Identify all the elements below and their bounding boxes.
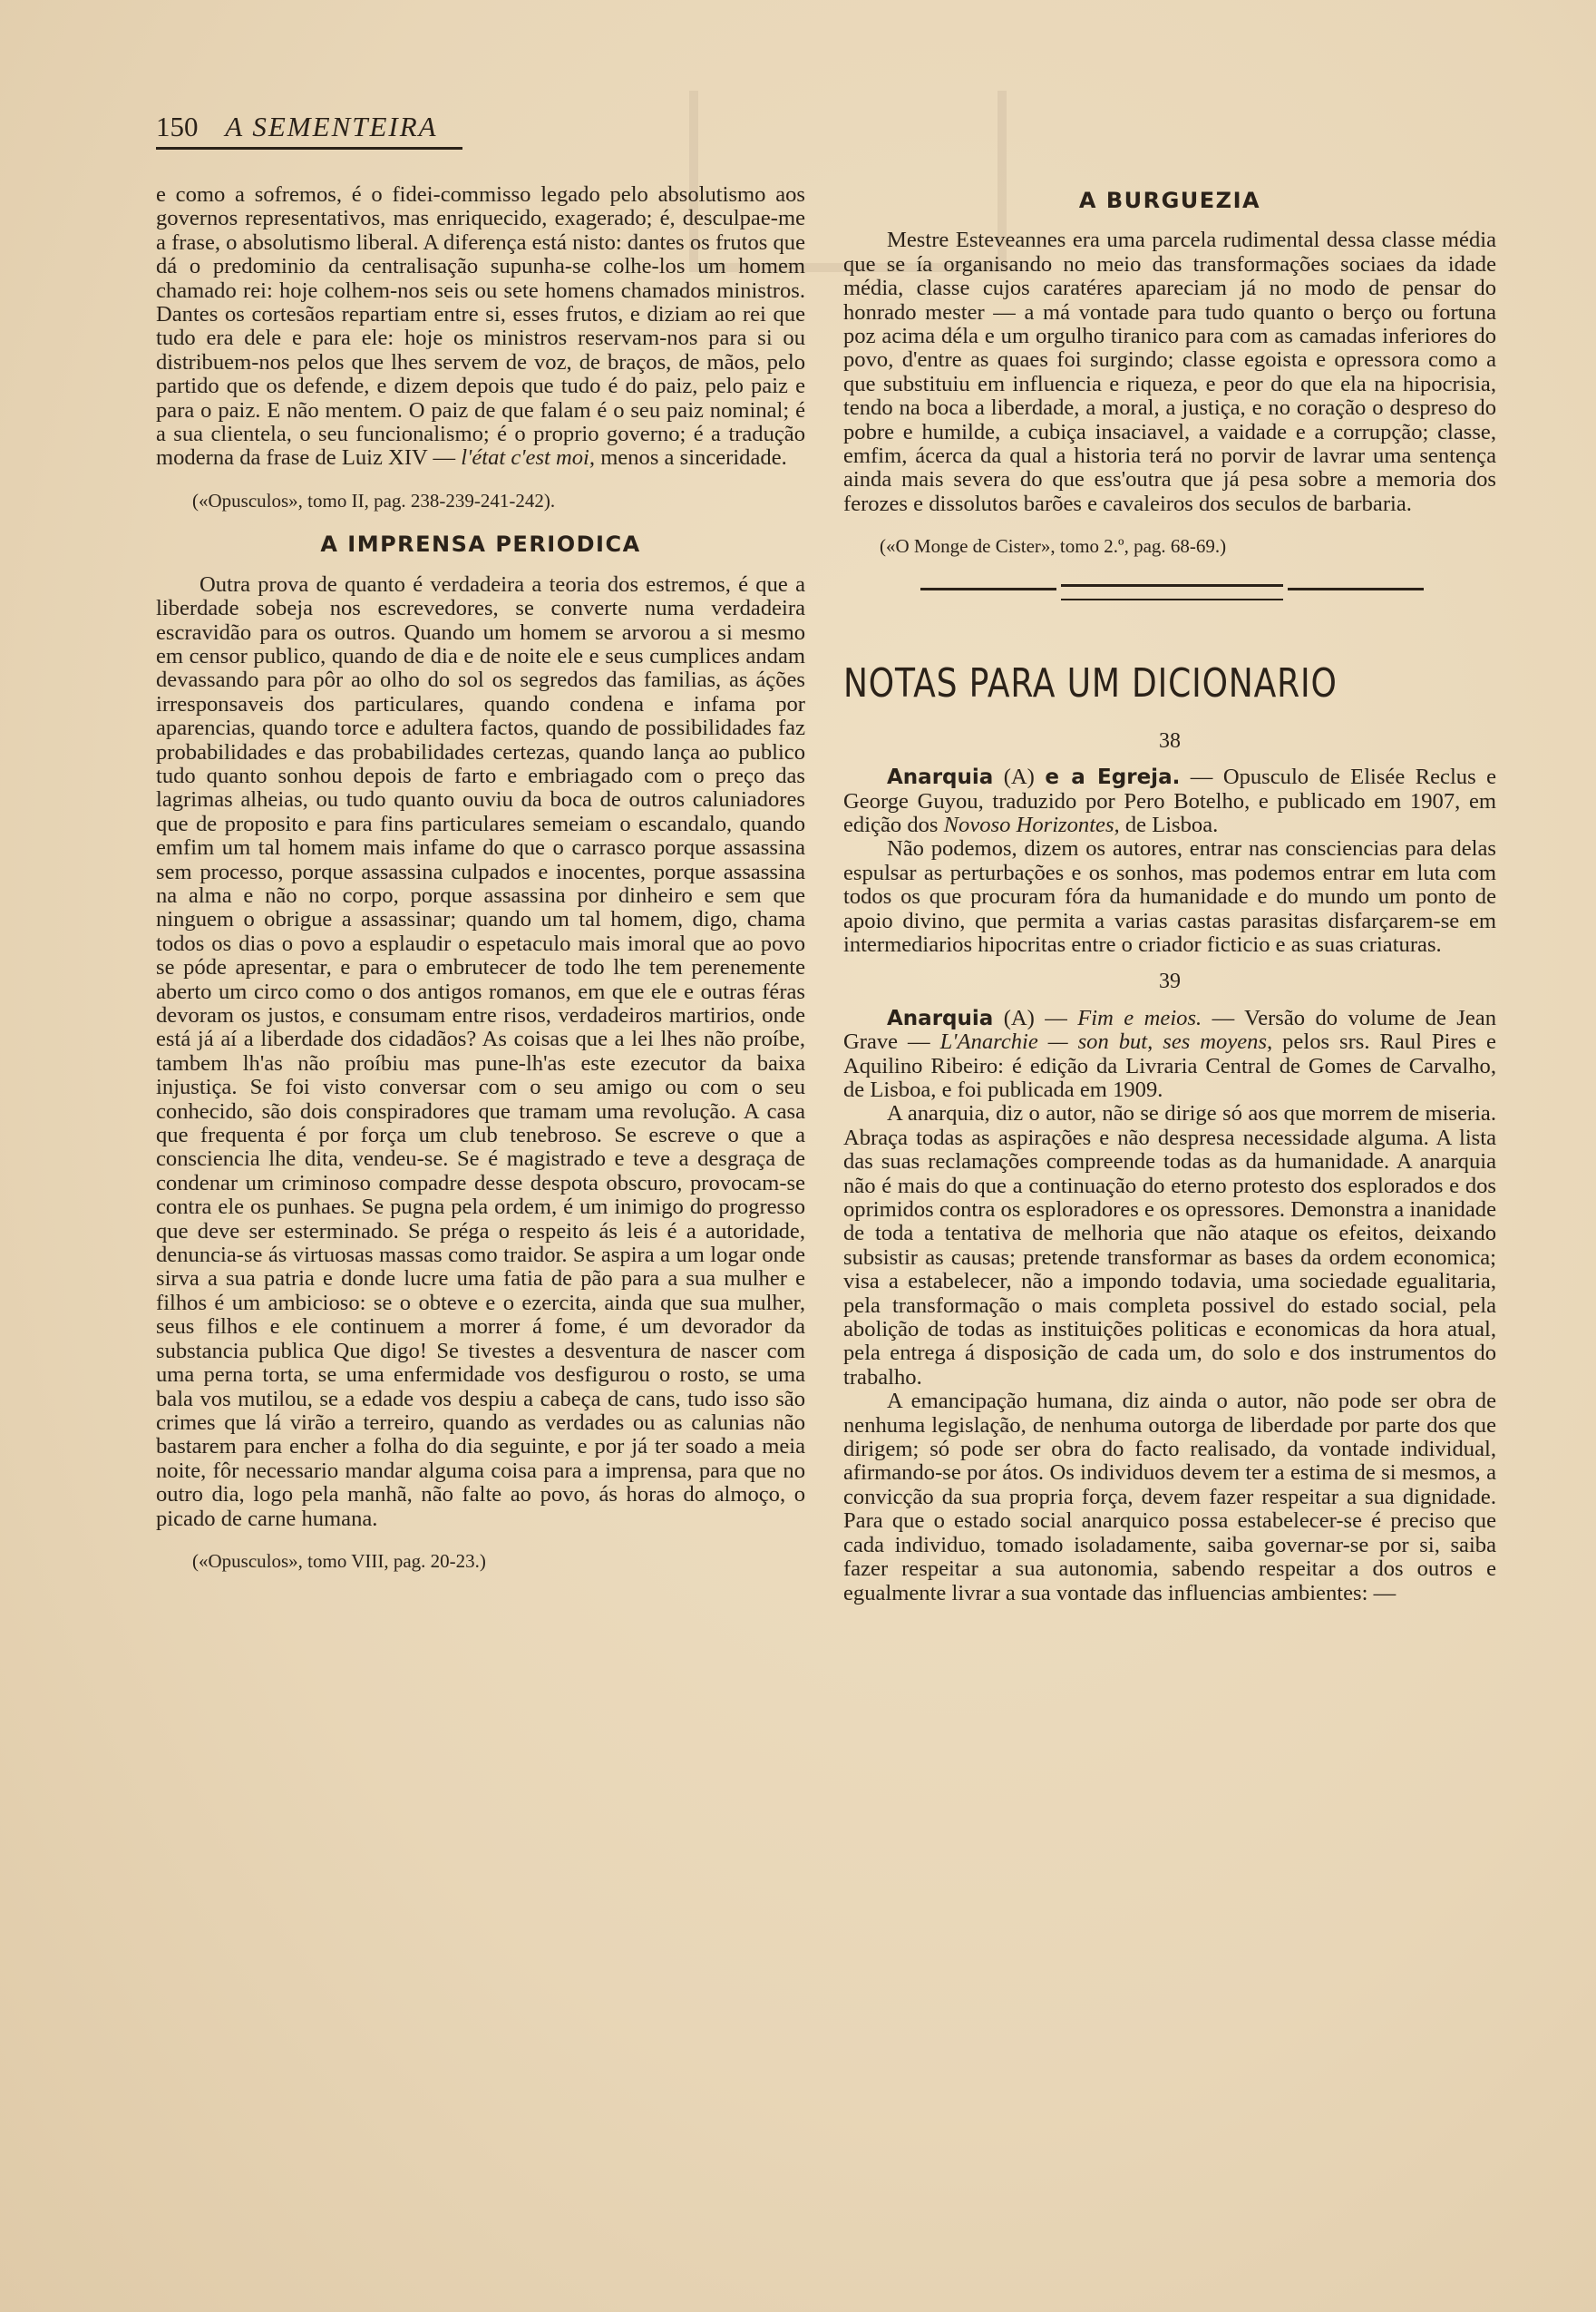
right-paragraph-1: Mestre Esteveannes era uma parcela rudimental dessa classe média que se ía organisando no meio das transformações sociaes da idade média, classe cujos caratéres apareciam já no modo de pensar do honrado mester — a má vontade para tudo quanto o berço ou fortuna poz acima déla e um orgulho tiranico para com as camadas inferiores do povo, d'entre as quaes foi surgindo; classe egoista e opressora como a que substituiu em influencia e riqueza, e peor do que ela na hipocrisia, tendo na boca a liberdade, a moral, a justiça, e no coração o despreso do pobre e humilde, a cubiça insaciavel, a vaidade e a corrupção; classe, emfim, ácerca da qual a historia terá no porvir de lavrar uma sentença ainda mais severa do que ess'outra que já pesa sobre a memoria dos ferozes e dissolutos barões e cavaleiros dos seculos de barbaria. [843,228,1496,516]
left-p1-text: e como a sofremos, é o fidei-commisso legado pelo absolutismo aos governos representativos, mas enriquecido, exagerado; é, desculpae-me a frase, o absolutismo liberal. A diferença está nisto: dantes os frutos que dá o predominio da centralisação supunha-se colhe-los um homem chamado rei: hoje colhem-nos seis ou sete homens chamados ministros. Dantes os cortesãos repartiam entre si, esses frutos, e diziam ao rei que tudo era dele e para ele: hoje os ministros reservam-nos para si ou distribuem-nos pelos que lhes servem de voz, de braços, de mãos, pelo partido que os defende, e dizem depois que tudo é do paiz, pelo paiz e para o paiz. E não mentem. O paiz de que falam é o seu paiz nominal; é a sua clientela, o seu funcionalismo; é o proprio governo; é a tradução moderna da frase de Luiz XIV — [156,182,805,471]
left-column [156,183,805,1593]
page-number: 150 [156,111,199,142]
left-paragraph-1 [156,183,805,471]
section-title-burguezia: A BURGUEZIA [1078,188,1261,213]
entry-38-lead: (A) [1003,765,1035,790]
entry-number-38: 38 [1159,728,1181,753]
section-title-imprensa: A IMPRENSA PERIODICA [320,532,641,558]
divider-rule-mid [1061,584,1283,587]
page-header [156,107,462,150]
divider-rule-right [1288,588,1424,590]
citation-opusculos-ii: («Opusculos», tomo II, pag. 238-239-241-242). [192,489,556,512]
entry-39-italic-2: L'Anarchie — son but, ses moyens, [939,1029,1273,1055]
left-p1-italic: l'état c'est moi, [461,445,596,471]
entry-39-lead: (A) — [1003,1005,1067,1030]
left-paragraph-2: Outra prova de quanto é verdadeira a teoria dos estremos, é que a liberdade sobeja nos escrevedores, se converte numa verdadeira escravidão para os outros. Quando um homem se arvorou a si mesmo em censor publico, quando de dia e de noite ele e seus cumplices andam devassando para pôr ao olho do sol os segredos das familias, as áções irresponsaveis dos particulares, quando condena e infama por aparencias, quando torce e adultera factos, quando de possibilidades faz probabilidades e das probabilidades certezas, quando lança ao publico tudo quanto sonhou depois de farto e embriagado com o preço das lagrimas alheias, ou tudo quanto ouviu da boca de outros caluniadores que de proposito e para fins particulares semeiam o escandalo, quando emfim um tal homem mais infame do que o carrasco porque assassina sem processo, porque assassina culpados e inocentes, porque assassina na alma e não no corpo, porque assassina por dinheiro e sem que ninguem o obrigue a assassinar; quando um tal homem, digo, chama todos os dias o povo a esplaudir o espetaculo mais imoral que ao povo se póde apresentar, e para o embrutecer de todo lhe tem perenemente aberto um circo como o dos antigos romanos, em que ele e outras féras devoram os justos, e consumam entre risos, verdadeiros martirios, onde está já aí a liberdade dos cidadãos? As coisas que a lei lhes não proíbe, tambem lh'as não proíbiu mas pune-lh'as este ezecutor da baixa injustiça. Se foi visto conversar com o seu amigo ou com o seu conhecido, são dois conspiradores que tramam uma revolução. A casa que frequenta é por força um club tenebroso. Se escreve o que a consciencia lhe dita, vendeu-se. Se é magistrado e teve a desgraça de condenar um criminoso compadre desse despota obscuro, provocam-se contra ele os punhaes. Se pugna pela ordem, é um inimigo do progresso que deve ser esterminado. Se préga o respeito ás leis é a autoridade, denuncia-se ás virtuosas massas como traidor. Se aspira a um logar onde sirva a sua patria e donde lucre uma fatia de pão para a sua mulher e filhos é um ambicioso: se o obteve e o ezercita, ainda que sua mulher, seus filhos e ele continuem a morrer á fome, é um devorador da substancia publica Que digo! Se tivestes a desventura de nascer com uma perna torta, se uma enfermidade vos desfigurou o rosto, se uma bala vos mutilou, se a edade vos despiu a cabeça de cans, tudo isso são crimes que lá virão a terreiro, quando as verdades ou as calunias não bastarem para encher a folha do dia seguinte, e por já ter soado a meia noite, fôr necessario mandar alguma coisa para a imprensa, para que no outro dia, logo pela manhã, não falte ao povo, ás horas do almoço, o picado de carne humana. [156,571,805,1531]
entry-39-keyword: Anarquia [887,1006,994,1030]
entry-39-text-end: pelos srs. Raul Pires e Aquilino Ribeiro: é edição da Livraria Central de Gomes de Carvalho, de Lisboa, e foi publicada em 1909. [843,1029,1496,1102]
left-p1-end: menos a sinceridade. [600,445,787,471]
entry-39-paragraph-3: A emancipação humana, diz ainda o autor, não pode ser obra de nenhuma legislação, de nenhuma outorga de liberdade por parte dos que dirigem; só pode ser obra do facto realisado, da vontade individual, afirmando-se por átos. Os individuos devem ter a estima de si mesmos, a convicção da sua propria força, devem fazer respeitar a sua dignidade. Para que o estado social anarquico possa estabelecer-se é preciso que cada individuo, tomado isoladamente, saiba governar-se por si, saiba fazer respeitar a sua autonomia, sabendo respeitar a dos outros e egualmente livrar a sua vontade das influencias ambientes: — [843,1389,1496,1605]
citation-opusculos-viii: («Opusculos», tomo VIII, pag. 20-23.) [192,1549,486,1572]
entry-38-italic: Novoso Horizontes, [943,812,1120,837]
citation-monge-cister: («O Monge de Cister», tomo 2.º, pag. 68-69.) [880,535,1227,558]
entry-39-paragraph-2: A anarquia, diz o autor, não se dirige só aos que morrem de miseria. Abraça todas as aspirações e não despresa necessidade alguma. A lista das suas reclamações compreende todas as da humanidade. A anarquia não é mais do que a continuação do eterno protesto dos esplorados e dos oprimidos contra os esploradores e os opressores. Demonstra a inanidade de toda a tentativa de melhoria que não ataque os efeitos, deixando subsistir as causas; pretende transformar as bases da ordem economica; visa a estabelecer, não a impondo todavia, uma sociedade egualitaria, pela transformação o mais completa possivel do estado social, pela abolição de todas as instituições politicas e economicas da hora atual, pela entrega á disposição de cada um, do solo e dos instrumentos do trabalho. [843,1101,1496,1390]
entry-38-keyword: Anarquia [887,766,994,790]
entry-38-text: — Opusculo de Elisée Reclus e George Guyou, traduzido por Pero Botelho, e publicado em 1907, em edição dos [843,765,1497,837]
notas-title: NOTAS PARA UM DICIONARIO [843,659,1338,707]
right-column [843,183,1496,1605]
entry-39-italic-1: Fim e meios. [1077,1005,1202,1030]
entry-38-paragraph-1 [843,766,1496,837]
entry-38-text-end: de Lisboa. [1124,812,1219,837]
publication-title: A SEMENTEIRA [225,111,438,142]
entry-39-text: — Versão do volume de Jean Grave — [843,1005,1497,1055]
section-divider [843,579,1496,633]
entry-38-paragraph-2: Não podemos, dizem os autores, entrar nas consciencias para delas espulsar as perturbações e os sonhos, mas podemos entrar em luta com todos os que procuram fóra da humanidade e do mundo um ponto de apoio divino, que permita a varias castas parasitas disfarçarem-se em intermediarios hipocritas entre o criador ficticio e as suas criaturas. [843,836,1496,957]
entry-38-keyword-2: e a Egreja. [1045,766,1181,790]
entry-39-paragraph-1 [843,1007,1496,1103]
divider-rule-lower [1061,599,1283,600]
divider-rule-left [920,588,1056,590]
entry-number-39: 39 [1159,970,1181,994]
